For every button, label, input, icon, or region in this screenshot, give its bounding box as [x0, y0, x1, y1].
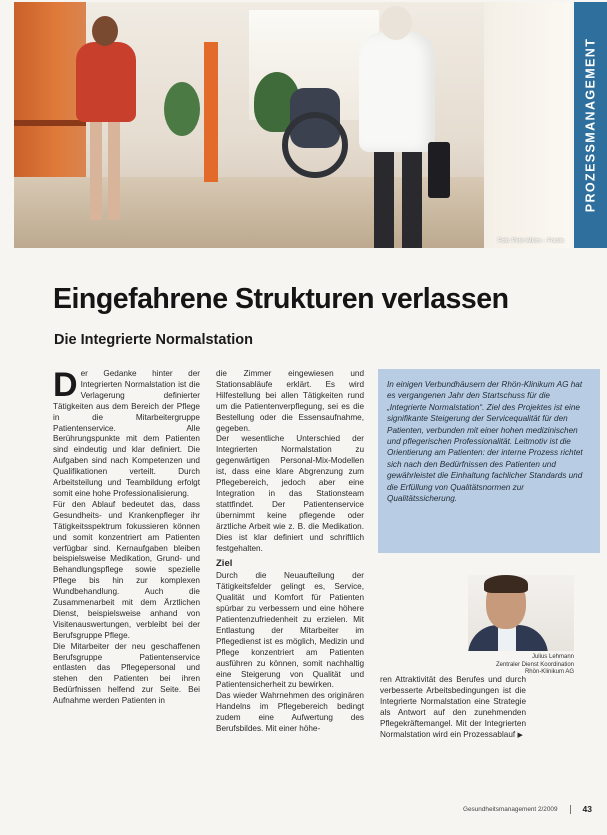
- photo-person-legs: [374, 150, 422, 248]
- author-portrait: [468, 575, 574, 651]
- portrait-caption: [420, 654, 574, 677]
- page-footer: [360, 803, 592, 815]
- photo-wheelchair: [282, 112, 348, 178]
- photo-person-legs: [90, 120, 120, 220]
- text-column-2: [216, 369, 364, 794]
- paragraph: die Zimmer eingewiesen und Stationsabläufe erklärt. Es wird Hilfestellung bei allen Tätigkeiten rund um die Patientenverpflegung, sei es die Bestellung oder die Essensaufnahme, gegeben.: [216, 369, 364, 433]
- continue-arrow-icon: ▶: [517, 731, 523, 739]
- caption-role: Zentraler Dienst Koordination: [495, 661, 574, 668]
- section-tab: [574, 2, 607, 248]
- photo-person-red: [76, 42, 136, 122]
- footer-divider: [570, 805, 571, 814]
- photo-person-head: [380, 6, 412, 40]
- paragraph: Durch die Neuaufteilung der Tätigkeitsfelder gelingt es, Service, Qualität und Komfort für Patienten spürbar zu verbessern und eine höhere Patientenzufriedenheit zu erzielen. Mit Entlastung der Mitarbeiter im Pflegedienst ist es möglich, Medizin und Pflege konzentriert am Patienten ausführen zu können, somit nachhaltig eine Steigerung von Qualität und Patientensicherheit zu bewirken.: [216, 571, 364, 690]
- caption-company: Rhön-Klinikum AG: [524, 669, 574, 676]
- photo-person-head: [92, 16, 118, 46]
- paragraph: Für den Ablauf bedeutet das, dass Gesundheits- und Krankenpfleger ihr Tätigkeitsspektrum fokussieren können und somit konzentriert am Patienten verfügbar sind. Kernaufgaben bleiben beispielsweise Medikation, Grund- und Behandlungspflege sowie spezielle Pflege bis hin zur komplexen Wundbehandlung. Auch die Zusammenarbeit mit dem Ärztlichen Dienst, beispielsweise anhand von Visitenauswertungen, verbleibt bei der Berufsgruppe Pflege.: [53, 499, 200, 640]
- portrait-hair: [484, 575, 528, 593]
- paragraph: Die Mitarbeiter der neu geschaffenen Berufsgruppe Patientenservice entlasten das Pflegepersonal und stehen den Patienten bei ihren Bedürfnissen helfend zur Seite. Bei Aufnahme werden Patienten in: [53, 641, 200, 706]
- photo-handrail: [14, 120, 86, 126]
- article-subtitle: Die Integrierte Normalstation: [54, 332, 254, 348]
- article-title: Eingefahrene Strukturen verlassen: [53, 283, 509, 315]
- photo-person-white: [359, 32, 435, 152]
- photo-bag: [428, 142, 450, 198]
- page-number: 43: [582, 804, 592, 814]
- section-tab-label: PROZESSMANAGEMENT: [583, 37, 598, 213]
- text-column-1: [53, 369, 200, 794]
- photo-plant: [164, 82, 200, 136]
- paragraph: Das wieder Wahrnehmen des originären Handelns im Pflegebereich bedingt zudem eine Aufwertung des Berufsbildes. Mit einer höhe-: [216, 691, 364, 734]
- paragraph-text: ren Attraktivität des Berufes und durch verbesserte Arbeitsbedingungen ist die Integrierte Normalstation eine Strategie als Antwort auf den zunehmenden Pflegekräftemangel. Mit der Integrierten Normalstation wird ein Prozessablauf: [380, 675, 526, 739]
- paragraph-text: er Gedanke hinter der Integrierten Normalstation ist die Verlagerung definierter Tätigkeiten aus dem Bereich der Pflege in die Mitarbeitergruppe Patientenservice. Alle Berührungspunkte mit dem Patienten sind eindeutig und klar definiert. Die Aufgaben sind nach Kompetenzen und Qualifikationen verteilt. Durch Arbeitsteilung und Teambildung erfolgt somit eine hohe Professionalisierung.: [53, 369, 200, 498]
- footer-publication: Gesundheitsmanagement 2/2009: [463, 805, 558, 813]
- photo-credit: Foto: Peter Atkins – Fotolia: [497, 238, 564, 244]
- text-column-3: [380, 675, 526, 783]
- paragraph: [53, 369, 200, 500]
- caption-name: Julius Lehmann: [531, 654, 574, 660]
- photo-doorway: [484, 2, 570, 248]
- photo-pillar: [204, 42, 218, 182]
- header-photo: [14, 2, 570, 248]
- info-box: In einigen Verbundhäusern der Rhön-Klinikum AG hat es vergangenen Jahr den Startschuss für die „Integrierte Normalstation“. Ziel des Projektes ist eine signifikante Steigerung der Servicequalität für den Patienten, verbunden mit einer hohen medizinischen und pflegerischen Professionalität. Leitmotiv ist die Orientierung am Patienten: der interne Prozess richtet sich nach den Bedürfnissen des Patienten und gewährleistet die Einhaltung fachlicher Standards und die Erfüllung von Qualitätsnormen zur Qualitätssicherung.: [378, 369, 600, 553]
- paragraph: Der wesentliche Unterschied der Integrierten Normalstation zu gegenwärtigen Personal-Mix-Modellen ist, dass eine klare Abgrenzung zum Pflegebereich, jedoch aber eine Integration in das Stationsteam stattfindet. Der Patientenservice übernimmt keine pflegende oder ärztliche Arbeit wie z. B. die Medikation. Dies ist klar definiert und schriftlich festgehalten.: [216, 434, 364, 553]
- paragraph: [380, 675, 526, 741]
- section-heading: Ziel: [216, 558, 233, 570]
- drop-cap: D: [53, 369, 78, 404]
